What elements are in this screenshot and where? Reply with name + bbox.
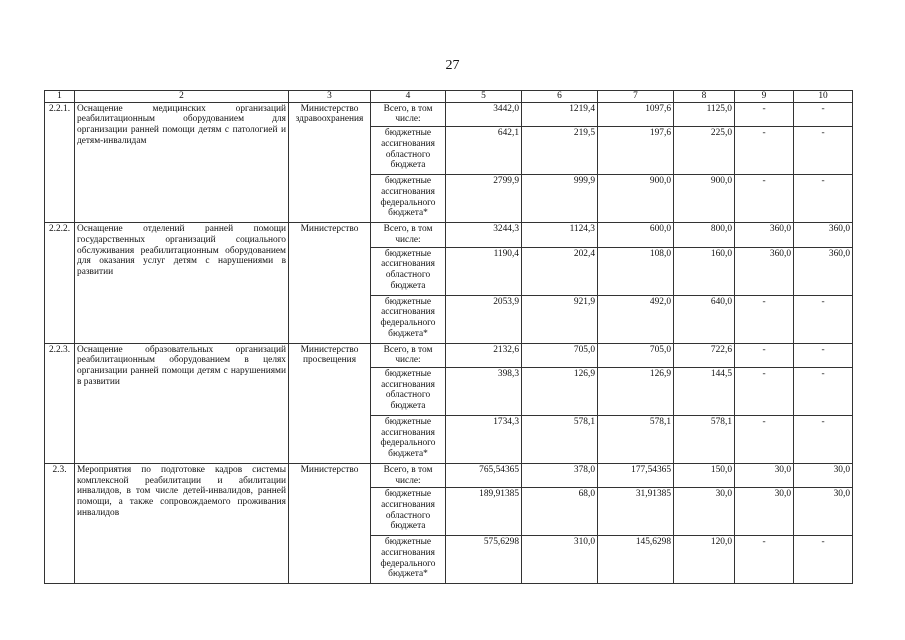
- value-cell: -: [735, 343, 794, 367]
- activity-name: Оснащение медицинских организаций реабилитационным оборудованием для организации ранней помощи детям с патологией и детям-инвалидам: [75, 102, 289, 222]
- value-cell: 126,9: [522, 367, 598, 415]
- value-cell: 30,0: [735, 463, 794, 487]
- value-cell: 30,0: [794, 463, 853, 487]
- value-cell: 360,0: [794, 247, 853, 295]
- column-header-9: 9: [735, 91, 794, 103]
- row-number: 2.2.1.: [45, 102, 75, 222]
- column-header-5: 5: [446, 91, 522, 103]
- funding-source: бюджетные ассигнования областного бюджета: [371, 127, 446, 175]
- value-cell: -: [794, 102, 853, 126]
- column-header-1: 1: [45, 91, 75, 103]
- value-cell: 900,0: [598, 175, 674, 223]
- value-cell: 765,54365: [446, 463, 522, 487]
- funding-source: бюджетные ассигнования федерального бюджета*: [371, 536, 446, 584]
- value-cell: 999,9: [522, 175, 598, 223]
- value-cell: 575,6298: [446, 536, 522, 584]
- row-number: 2.3.: [45, 463, 75, 583]
- value-cell: 2053,9: [446, 295, 522, 343]
- funding-source: бюджетные ассигнования федерального бюджета*: [371, 295, 446, 343]
- funding-source: Всего, в том числе:: [371, 102, 446, 126]
- value-cell: 705,0: [598, 343, 674, 367]
- funding-source: бюджетные ассигнования областного бюджета: [371, 488, 446, 536]
- column-header-10: 10: [794, 91, 853, 103]
- value-cell: -: [794, 175, 853, 223]
- value-cell: 921,9: [522, 295, 598, 343]
- value-cell: 189,91385: [446, 488, 522, 536]
- funding-source: Всего, в том числе:: [371, 463, 446, 487]
- value-cell: -: [735, 295, 794, 343]
- value-cell: -: [794, 367, 853, 415]
- value-cell: 378,0: [522, 463, 598, 487]
- value-cell: 1097,6: [598, 102, 674, 126]
- value-cell: 578,1: [674, 415, 735, 463]
- value-cell: 1125,0: [674, 102, 735, 126]
- column-header-7: 7: [598, 91, 674, 103]
- value-cell: 3442,0: [446, 102, 522, 126]
- value-cell: 177,54365: [598, 463, 674, 487]
- value-cell: 150,0: [674, 463, 735, 487]
- value-cell: -: [735, 127, 794, 175]
- value-cell: -: [735, 102, 794, 126]
- value-cell: -: [794, 127, 853, 175]
- value-cell: 360,0: [735, 247, 794, 295]
- column-header-3: 3: [289, 91, 371, 103]
- value-cell: 398,3: [446, 367, 522, 415]
- column-header-4: 4: [371, 91, 446, 103]
- row-number: 2.2.2.: [45, 223, 75, 343]
- value-cell: 108,0: [598, 247, 674, 295]
- row-number: 2.2.3.: [45, 343, 75, 463]
- value-cell: 126,9: [598, 367, 674, 415]
- table-row: [45, 102, 853, 126]
- value-cell: 3244,3: [446, 223, 522, 247]
- funding-source: бюджетные ассигнования федерального бюджета*: [371, 175, 446, 223]
- column-header-6: 6: [522, 91, 598, 103]
- value-cell: 145,6298: [598, 536, 674, 584]
- value-cell: 578,1: [522, 415, 598, 463]
- value-cell: 800,0: [674, 223, 735, 247]
- value-cell: 360,0: [794, 223, 853, 247]
- table-row: [45, 223, 853, 247]
- value-cell: 310,0: [522, 536, 598, 584]
- activity-name: Мероприятия по подготовке кадров системы комплексной реабилитации и абилитации инвалидов, в том числе детей-инвалидов, ранней помощи, а также сопровождаемого проживания инвалидов: [75, 463, 289, 583]
- value-cell: -: [794, 343, 853, 367]
- value-cell: 144,5: [674, 367, 735, 415]
- column-header-2: 2: [75, 91, 289, 103]
- value-cell: 900,0: [674, 175, 735, 223]
- value-cell: -: [794, 536, 853, 584]
- funding-source: бюджетные ассигнования областного бюджета: [371, 367, 446, 415]
- value-cell: 30,0: [794, 488, 853, 536]
- value-cell: 160,0: [674, 247, 735, 295]
- budget-table: [44, 90, 853, 584]
- funding-source: бюджетные ассигнования областного бюджета: [371, 247, 446, 295]
- executor: Министерство: [289, 223, 371, 343]
- value-cell: 2132,6: [446, 343, 522, 367]
- value-cell: 642,1: [446, 127, 522, 175]
- executor: Министерство: [289, 463, 371, 583]
- value-cell: 202,4: [522, 247, 598, 295]
- funding-source: бюджетные ассигнования федерального бюджета*: [371, 415, 446, 463]
- table-row: [45, 343, 853, 367]
- activity-name: Оснащение отделений ранней помощи государственных организаций социального обслуживания реабилитационным оборудованием для оказания услуг детям с нарушениями в развитии: [75, 223, 289, 343]
- value-cell: 722,6: [674, 343, 735, 367]
- column-header-8: 8: [674, 91, 735, 103]
- table-row: [45, 463, 853, 487]
- value-cell: 2799,9: [446, 175, 522, 223]
- executor: Министерство просвещения: [289, 343, 371, 463]
- value-cell: 30,0: [674, 488, 735, 536]
- value-cell: -: [735, 415, 794, 463]
- value-cell: 68,0: [522, 488, 598, 536]
- header-row: [45, 91, 853, 103]
- value-cell: -: [794, 295, 853, 343]
- page-number: 27: [445, 58, 460, 73]
- value-cell: -: [794, 415, 853, 463]
- value-cell: 1734,3: [446, 415, 522, 463]
- executor: Министерство здравоохранения: [289, 102, 371, 222]
- value-cell: 120,0: [674, 536, 735, 584]
- value-cell: -: [735, 175, 794, 223]
- value-cell: 30,0: [735, 488, 794, 536]
- value-cell: 640,0: [674, 295, 735, 343]
- value-cell: 1190,4: [446, 247, 522, 295]
- value-cell: 600,0: [598, 223, 674, 247]
- value-cell: 492,0: [598, 295, 674, 343]
- value-cell: 705,0: [522, 343, 598, 367]
- value-cell: 360,0: [735, 223, 794, 247]
- value-cell: -: [735, 536, 794, 584]
- value-cell: 1219,4: [522, 102, 598, 126]
- funding-source: Всего, в том числе:: [371, 343, 446, 367]
- value-cell: 197,6: [598, 127, 674, 175]
- value-cell: 1124,3: [522, 223, 598, 247]
- value-cell: 31,91385: [598, 488, 674, 536]
- value-cell: -: [735, 367, 794, 415]
- value-cell: 225,0: [674, 127, 735, 175]
- activity-name: Оснащение образовательных организаций реабилитационным оборудованием в целях организации ранней помощи детям с нарушениями в развитии: [75, 343, 289, 463]
- funding-source: Всего, в том числе:: [371, 223, 446, 247]
- value-cell: 578,1: [598, 415, 674, 463]
- value-cell: 219,5: [522, 127, 598, 175]
